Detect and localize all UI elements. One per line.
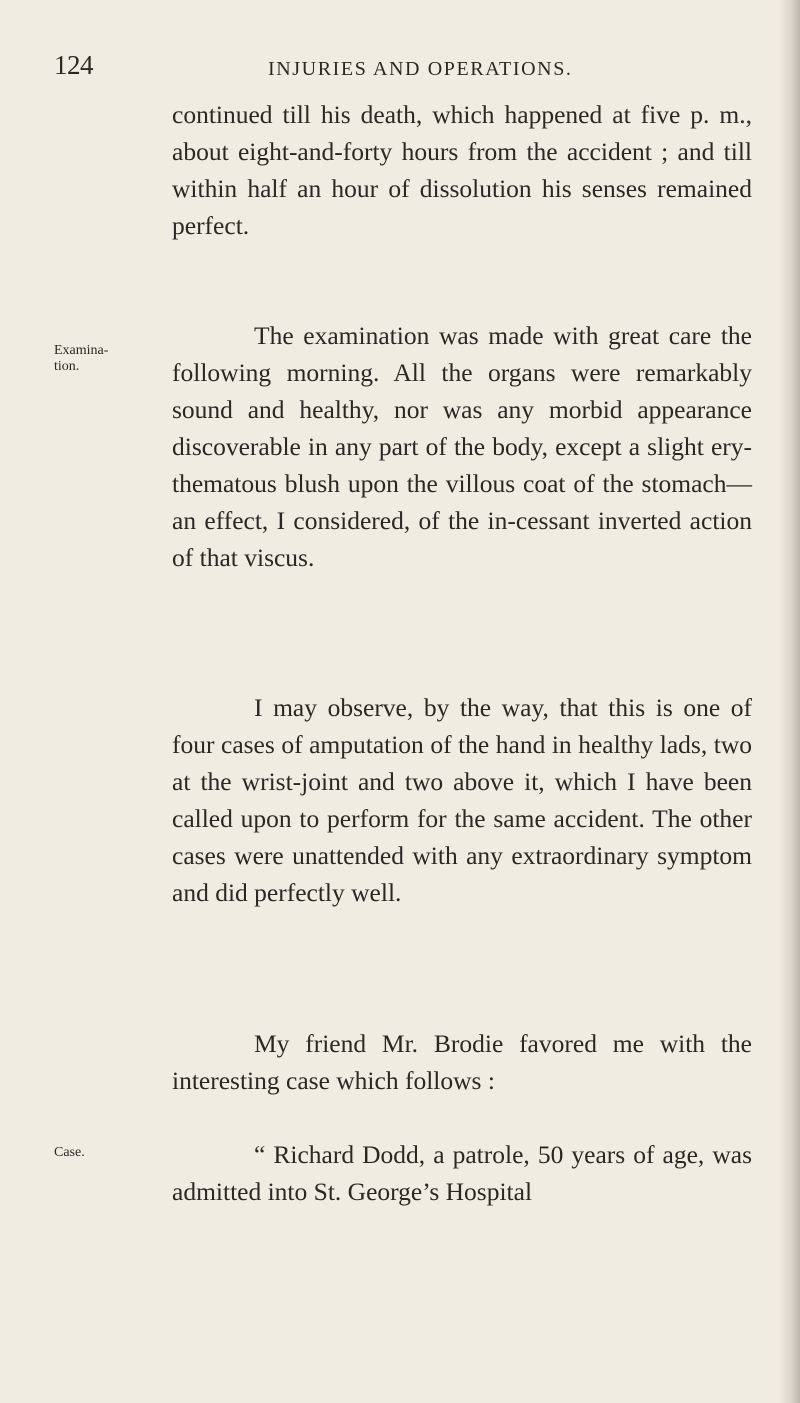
running-head: INJURIES AND OPERATIONS.	[268, 58, 573, 80]
side-note-case: Case.	[54, 1145, 85, 1160]
side-note-examination-line1: Examina-	[54, 343, 109, 358]
paragraph-observation: I may observe, by the way, that this is one of four cases of amputation of the hand in healthy lads, two at the wrist-joint and two above it, which I have been called upon to perform for the same accident. The other cases were unattended with any extraordinary symptom and did perfectly well.	[172, 693, 752, 907]
page-edge-shadow	[778, 0, 800, 1403]
paragraph-brodie: My friend Mr. Brodie favored me with the interesting case which follows :	[172, 1029, 752, 1095]
side-note-examination	[54, 343, 134, 375]
page-number: 124	[54, 50, 93, 80]
side-note-examination-line2: tion.	[54, 359, 80, 374]
paragraph-examination: The examination was made with great care the following morning. All the organs were remarkably sound and healthy, nor was any morbid appearance discoverable in any part of the body, except a slight ery-thematous blush upon the villous coat of the stomach—an effect, I considered, of the in-cessant inverted action of that viscus.	[172, 321, 752, 572]
paragraph-case: “ Richard Dodd, a patrole, 50 years of age, was admitted into St. George’s Hospital	[172, 1140, 752, 1206]
paragraph-continued: continued till his death, which happened at five p. m., about eight-and-forty hours from the accident ; and till within half an hour of dissolution his senses remained perfect.	[172, 100, 752, 240]
